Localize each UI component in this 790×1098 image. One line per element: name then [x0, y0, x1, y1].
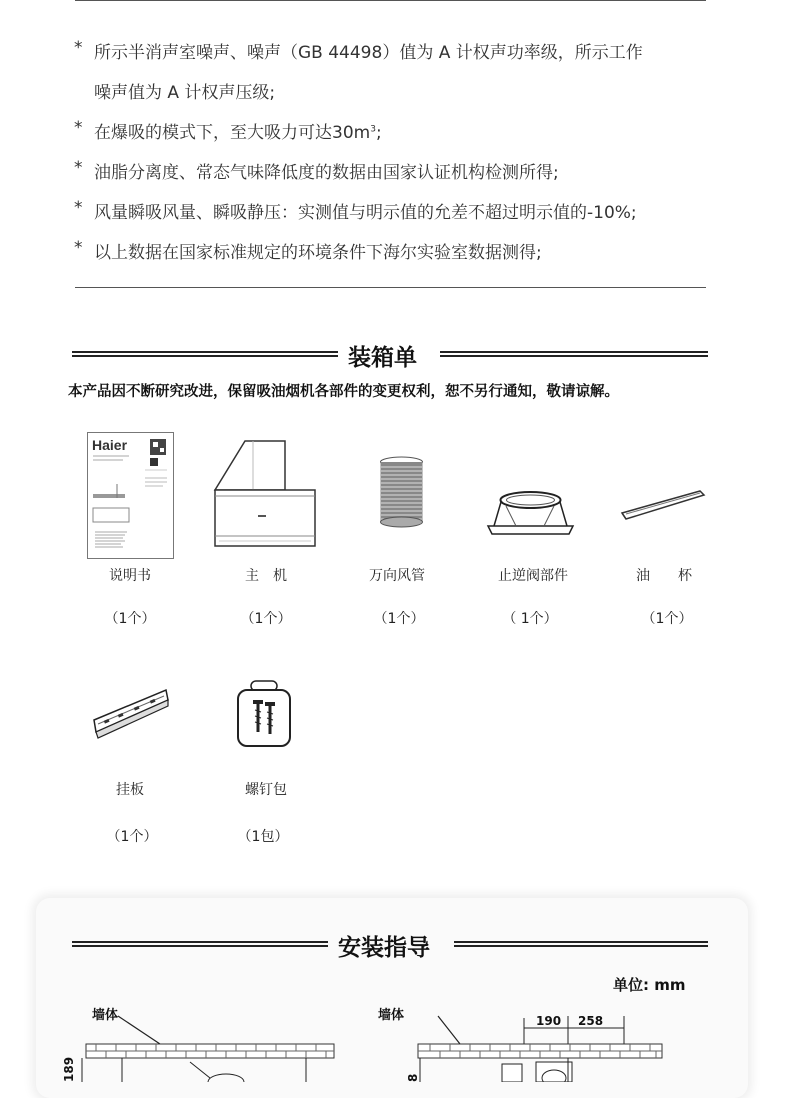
item-quantity: （1个） — [104, 611, 156, 627]
wall-label: 墙体 — [92, 1008, 119, 1023]
dimension-left: 189 — [62, 1056, 76, 1082]
notes-bottom-divider — [75, 287, 706, 288]
wall-diagram-right — [406, 1012, 666, 1082]
note-2-end: ; — [375, 123, 382, 143]
title-rule-left — [72, 351, 338, 357]
install-title-rule-left — [72, 941, 328, 947]
note-2-main: 在爆吸的模式下，至大吸力可达30m — [94, 123, 371, 143]
item-label: 止逆阀部件 — [498, 568, 568, 584]
packing-list-title: 装箱单 — [348, 345, 417, 371]
dimension-190: 190 — [536, 1014, 562, 1028]
item-label: 主 机 — [245, 568, 287, 584]
note-1-line-1: 所示半消声室噪声、噪声（GB 44498）值为 A 计权声功率级，所示工作 — [94, 43, 643, 63]
install-title-rule-right — [454, 941, 708, 947]
dimension-258: 258 — [578, 1014, 604, 1028]
hanging-plate-icon — [90, 686, 170, 740]
item-label: 油 杯 — [636, 568, 692, 584]
manual-icon — [87, 432, 174, 559]
duct-icon — [379, 456, 424, 528]
item-quantity: （1包） — [237, 829, 289, 845]
note-3: 油脂分离度、常态气味降低度的数据由国家认证机构检测所得; — [94, 163, 559, 183]
change-notice: 本产品因不断研究改进，保留吸油烟机各部件的变更权利，恕不另行通知，敬请谅解。 — [68, 384, 619, 400]
oil-cup-icon — [620, 487, 706, 523]
item-label: 万向风管 — [369, 568, 425, 584]
note-bullet: * — [74, 38, 83, 58]
item-quantity: （1个） — [641, 611, 693, 627]
unit-label: 单位: mm — [613, 976, 686, 994]
note-bullet: * — [74, 198, 83, 218]
item-quantity: （1个） — [373, 611, 425, 627]
note-5: 以上数据在国家标准规定的环境条件下海尔实验室数据测得; — [94, 243, 542, 263]
note-bullet: * — [74, 158, 83, 178]
title-rule-right — [440, 351, 708, 357]
item-quantity: （ 1个） — [502, 611, 558, 627]
note-4: 风量瞬吸风量、瞬吸静压：实测值与明示值的允差不超过明示值的-10%; — [94, 203, 637, 223]
dimension-right: 8 — [406, 1073, 420, 1082]
install-guide-title: 安装指导 — [338, 935, 430, 961]
item-label: 说明书 — [109, 568, 151, 584]
item-label: 螺钉包 — [245, 782, 287, 798]
range-hood-icon — [213, 440, 317, 548]
note-2 — [94, 118, 382, 143]
check-valve-icon — [486, 490, 575, 538]
note-bullet: * — [74, 118, 83, 138]
screw-pack-icon — [235, 680, 293, 748]
manual-brand: Haier — [92, 437, 128, 453]
note-1-line-2: 噪声值为 A 计权声压级; — [94, 83, 276, 103]
note-bullet: * — [74, 238, 83, 258]
wall-diagram-left — [66, 1012, 366, 1082]
wall-label: 墙体 — [378, 1008, 405, 1023]
item-quantity: （1个） — [240, 611, 292, 627]
note-2-superscript: 3 — [370, 124, 376, 135]
top-divider — [75, 0, 706, 1]
item-label: 挂板 — [116, 782, 144, 798]
item-quantity: （1个） — [106, 829, 158, 845]
